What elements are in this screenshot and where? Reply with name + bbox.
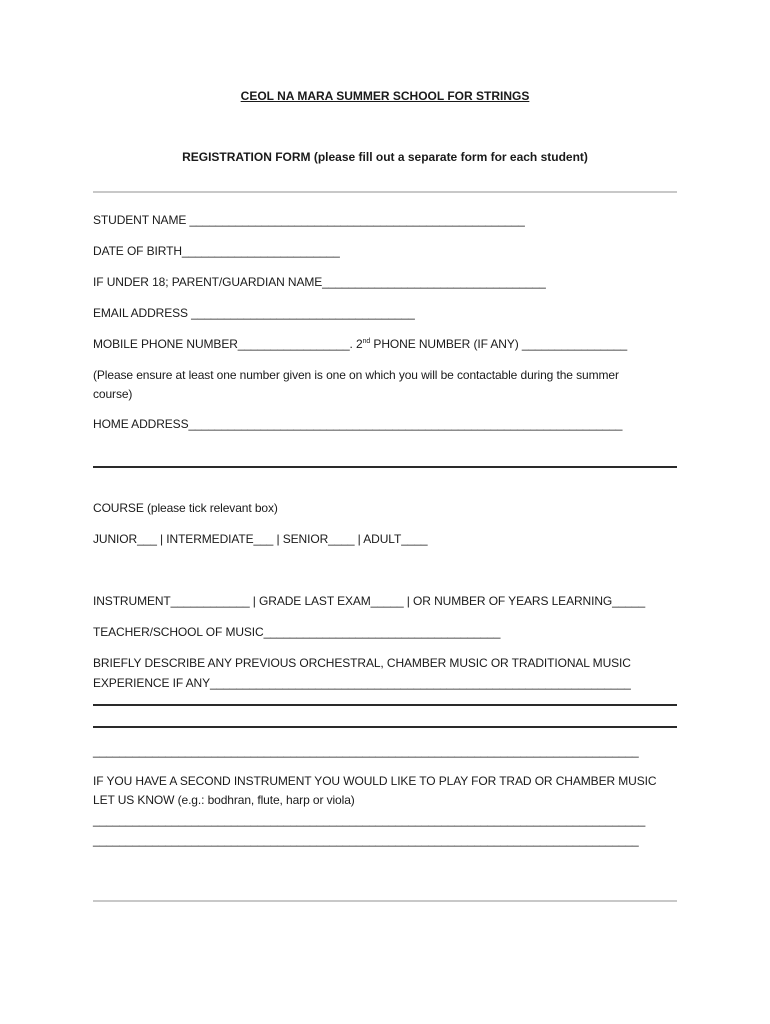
- student-name-field[interactable]: STUDENT NAME ___________________________________________________: [93, 213, 525, 227]
- ordinal-superscript: nd: [362, 338, 371, 345]
- email-field[interactable]: EMAIL ADDRESS __________________________________: [93, 306, 415, 320]
- answer-line: [93, 704, 677, 706]
- second-instrument-blank2[interactable]: ___________________________________________________________________________________: [93, 833, 639, 847]
- contact-note-line2: course): [93, 387, 133, 401]
- form-subtitle: REGISTRATION FORM (please fill out a separate form for each student): [182, 150, 588, 164]
- section-divider: [93, 466, 677, 468]
- form-title: CEOL NA MARA SUMMER SCHOOL FOR STRINGS: [240, 89, 530, 103]
- course-label: COURSE (please tick relevant box): [93, 501, 278, 515]
- second-instrument-line2: LET US KNOW (e.g.: bodhran, flute, harp or viola): [93, 793, 355, 807]
- course-options[interactable]: JUNIOR___ | INTERMEDIATE___ | SENIOR____ | ADULT____: [93, 532, 428, 546]
- contact-note-line1: (Please ensure at least one number given is one on which you will be contactable during the summer: [93, 368, 619, 382]
- instrument-field[interactable]: INSTRUMENT____________ | GRADE LAST EXAM_____ | OR NUMBER OF YEARS LEARNING_____: [93, 594, 646, 608]
- second-phone-label: PHONE NUMBER (IF ANY) ________________: [370, 337, 628, 351]
- section-divider: [93, 191, 677, 193]
- experience-blank-line[interactable]: ___________________________________________________________________________________: [93, 744, 639, 758]
- second-instrument-blank1[interactable]: ____________________________________________________________________________________: [93, 813, 646, 827]
- date-of-birth-field[interactable]: DATE OF BIRTH________________________: [93, 244, 340, 258]
- home-address-field[interactable]: HOME ADDRESS__________________________________________________________________: [93, 417, 623, 431]
- teacher-field[interactable]: TEACHER/SCHOOL OF MUSIC____________________________________: [93, 625, 501, 639]
- experience-field[interactable]: EXPERIENCE IF ANY________________________________________________________________: [93, 676, 631, 690]
- second-instrument-line1: IF YOU HAVE A SECOND INSTRUMENT YOU WOULD LIKE TO PLAY FOR TRAD OR CHAMBER MUSIC: [93, 774, 657, 788]
- mobile-phone-label: MOBILE PHONE NUMBER_________________. 2: [93, 337, 363, 351]
- phone-numbers-field[interactable]: [93, 335, 627, 353]
- answer-line: [93, 726, 677, 728]
- experience-line1: BRIEFLY DESCRIBE ANY PREVIOUS ORCHESTRAL, CHAMBER MUSIC OR TRADITIONAL MUSIC: [93, 656, 631, 670]
- guardian-name-field[interactable]: IF UNDER 18; PARENT/GUARDIAN NAME__________________________________: [93, 275, 546, 289]
- section-divider: [93, 900, 677, 902]
